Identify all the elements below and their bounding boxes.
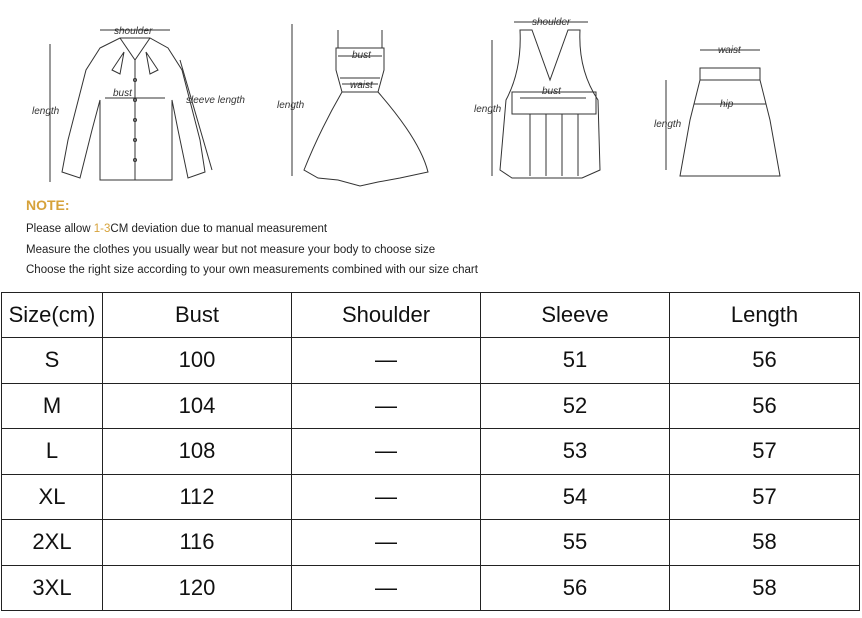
note-line-2: Measure the clothes you usually wear but not measure your body to choose size [26,243,436,256]
size-cell: 3XL [2,565,103,611]
measurement-guide [0,0,862,292]
size-cell: L [2,429,103,475]
shirt-length-label: length [32,106,60,117]
skirt-waist-label: waist [718,45,741,56]
length-cell: 58 [670,565,860,611]
length-cell: 57 [670,474,860,520]
length-cell: 58 [670,520,860,566]
shoulder-cell: — [292,383,481,429]
table-row [2,383,860,429]
table-row [2,338,860,384]
garment-illustrations [0,0,862,200]
header-sleeve: Sleeve [481,293,670,338]
tank-shoulder-label: shoulder [532,17,571,28]
shirt-sleeve-label: sleeve length [186,95,245,106]
length-cell: 57 [670,429,860,475]
sleeve-cell: 53 [481,429,670,475]
header-size: Size(cm) [2,293,103,338]
shirt-bust-label: bust [113,88,132,99]
bust-cell: 116 [103,520,292,566]
bust-cell: 112 [103,474,292,520]
bust-cell: 108 [103,429,292,475]
skirt-illustration [666,50,780,176]
length-cell: 56 [670,338,860,384]
skirt-hip-label: hip [720,99,734,110]
note-line-1-start: Please allow [26,223,94,235]
note-line-1-end: CM deviation due to manual measurement [110,223,328,235]
size-cell: XL [2,474,103,520]
shirt-illustration [50,30,212,182]
table-row [2,520,860,566]
note-line-1 [26,219,478,240]
bust-cell: 120 [103,565,292,611]
sleeve-cell: 54 [481,474,670,520]
note-line-1-highlight: 1-3 [93,223,111,235]
tank-top-illustration [492,22,600,178]
header-bust: Bust [103,293,292,338]
header-shoulder: Shoulder [292,293,481,338]
note-line-3: Choose the right size according to your own measurements combined with our size chart [26,264,478,276]
sleeve-cell: 56 [481,565,670,611]
tank-bust-label: bust [542,86,561,97]
table-header-row [2,293,860,338]
sleeve-cell: 51 [481,338,670,384]
dress-waist-label: waist [350,80,373,91]
sleeve-cell: 55 [481,520,670,566]
tank-length-label: length [474,104,502,115]
sleeve-cell: 52 [481,383,670,429]
shoulder-cell: — [292,520,481,566]
table-row [2,565,860,611]
shoulder-cell: — [292,474,481,520]
skirt-length-label: length [654,119,682,130]
size-table [1,292,860,611]
shirt-shoulder-label: shoulder [114,26,153,37]
size-cell: M [2,383,103,429]
shoulder-cell: — [292,565,481,611]
bust-cell: 104 [103,383,292,429]
size-cell: 2XL [2,520,103,566]
length-cell: 56 [670,383,860,429]
table-row [2,474,860,520]
note-title: NOTE: [26,197,70,213]
size-cell: S [2,338,103,384]
bust-cell: 100 [103,338,292,384]
table-row [2,429,860,475]
dress-illustration [292,24,428,186]
shoulder-cell: — [292,338,481,384]
header-length: Length [670,293,860,338]
dress-bust-label: bust [352,50,371,61]
dress-length-label: length [277,100,305,111]
note-block [26,197,478,281]
shoulder-cell: — [292,429,481,475]
